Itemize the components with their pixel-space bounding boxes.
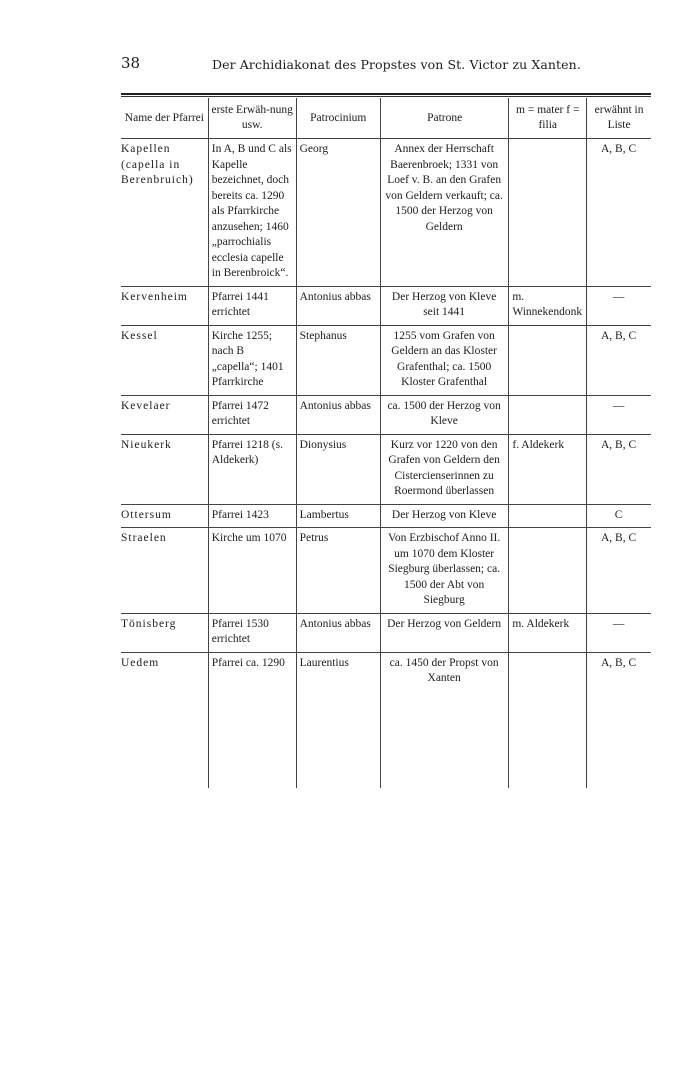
cell-patrone: Der Herzog von Kleve: [380, 504, 508, 528]
cell-mater-filia: [509, 325, 587, 395]
table-body: [121, 139, 651, 788]
cell-patrone: Von Erzbischof Anno II. um 1070 dem Kloster Siegburg überlassen; ca. 1500 der Abt von Siegburg: [380, 528, 508, 614]
cell-patrone: Kurz vor 1220 von den Grafen von Geldern den Cistercienserinnen zu Roermond überlassen: [380, 434, 508, 504]
column-header-liste: erwähnt in Liste: [587, 98, 651, 139]
cell-mater-filia: m. Winnekendonk: [509, 286, 587, 325]
table-row: [121, 652, 651, 691]
cell-patrocinium: Antonius abbas: [296, 286, 380, 325]
table-top-rule: [121, 93, 651, 95]
cell-patrocinium: Dionysius: [296, 434, 380, 504]
cell-patrone: 1255 vom Grafen von Geldern an das Kloster Grafenthal; ca. 1500 Kloster Grafenthal: [380, 325, 508, 395]
table-empty-space: [121, 691, 651, 788]
cell-patrocinium: Lambertus: [296, 504, 380, 528]
cell-name: Uedem: [121, 652, 208, 691]
column-header-mater-filia: m = mater f = filia: [509, 98, 587, 139]
cell-name: Kervenheim: [121, 286, 208, 325]
table-row: [121, 528, 651, 614]
cell-name: Tönisberg: [121, 613, 208, 652]
table-row: [121, 325, 651, 395]
cell-liste: A, B, C: [587, 139, 651, 287]
cell-patrone: Annex der Herrschaft Baerenbroek; 1331 von Loef v. B. an den Grafen von Geldern verkauft; ca. 1500 der Herzog von Geldern: [380, 139, 508, 287]
cell-patrone: Der Herzog von Geldern: [380, 613, 508, 652]
column-header-first-mention: erste Erwäh-nung usw.: [208, 98, 296, 139]
column-header-patrocinium: Patrocinium: [296, 98, 380, 139]
cell-patrocinium: Petrus: [296, 528, 380, 614]
cell-liste: —: [587, 613, 651, 652]
table-row: [121, 434, 651, 504]
cell-name: Nieukerk: [121, 434, 208, 504]
cell-name: Kapellen (capella in Berenbruich): [121, 143, 194, 186]
cell-first-mention: In A, B und C als Kapelle bezeichnet, doch bereits ca. 1290 als Pfarrkirche anzusehen; 1460 „parrochialis ecclesia capelle in Berenbroick“.: [208, 139, 296, 287]
cell-first-mention: Pfarrei 1423: [208, 504, 296, 528]
table-top-rule-thin: [121, 96, 651, 97]
table-header-row: [121, 98, 651, 139]
cell-patrone: Der Herzog von Kleve seit 1441: [380, 286, 508, 325]
cell-mater-filia: [509, 395, 587, 434]
cell-patrone: ca. 1500 der Herzog von Kleve: [380, 395, 508, 434]
column-header-patrone: Patrone: [380, 98, 508, 139]
cell-patrocinium: Stephanus: [296, 325, 380, 395]
cell-mater-filia: [509, 652, 587, 691]
cell-liste: A, B, C: [587, 652, 651, 691]
cell-patrocinium: Laurentius: [296, 652, 380, 691]
column-header-name: Name der Pfarrei: [121, 98, 208, 139]
cell-liste: A, B, C: [587, 528, 651, 614]
cell-mater-filia: [509, 139, 587, 287]
cell-liste: —: [587, 286, 651, 325]
cell-first-mention: Kirche um 1070: [208, 528, 296, 614]
cell-mater-filia: m. Aldekerk: [509, 613, 587, 652]
cell-liste: A, B, C: [587, 434, 651, 504]
cell-name: Straelen: [121, 528, 208, 614]
cell-first-mention: Pfarrei 1472 errichtet: [208, 395, 296, 434]
cell-first-mention: Pfarrei ca. 1290: [208, 652, 296, 691]
cell-first-mention: Pfarrei 1530 errichtet: [208, 613, 296, 652]
cell-mater-filia: [509, 504, 587, 528]
table-row: [121, 395, 651, 434]
cell-mater-filia: [509, 528, 587, 614]
cell-patrocinium: Antonius abbas: [296, 613, 380, 652]
running-title: Der Archidiakonat des Propstes von St. Victor zu Xanten.: [212, 57, 581, 72]
page-number: 38: [121, 54, 141, 72]
table-row: [121, 139, 651, 287]
cell-patrocinium: Georg: [296, 139, 380, 287]
table-row: [121, 504, 651, 528]
table-row: [121, 286, 651, 325]
cell-first-mention: Pfarrei 1441 errichtet: [208, 286, 296, 325]
cell-name: Kessel: [121, 325, 208, 395]
cell-mater-filia: f. Aldekerk: [509, 434, 587, 504]
cell-first-mention: Pfarrei 1218 (s. Aldekerk): [208, 434, 296, 504]
cell-name: Ottersum: [121, 504, 208, 528]
parish-table: [121, 98, 651, 788]
cell-patrone: ca. 1450 der Propst von Xanten: [380, 652, 508, 691]
cell-liste: C: [587, 504, 651, 528]
cell-liste: —: [587, 395, 651, 434]
cell-liste: A, B, C: [587, 325, 651, 395]
cell-patrocinium: Antonius abbas: [296, 395, 380, 434]
table-row: [121, 613, 651, 652]
cell-first-mention: Kirche 1255; nach B „capella“; 1401 Pfarrkirche: [208, 325, 296, 395]
cell-name: Kevelaer: [121, 395, 208, 434]
